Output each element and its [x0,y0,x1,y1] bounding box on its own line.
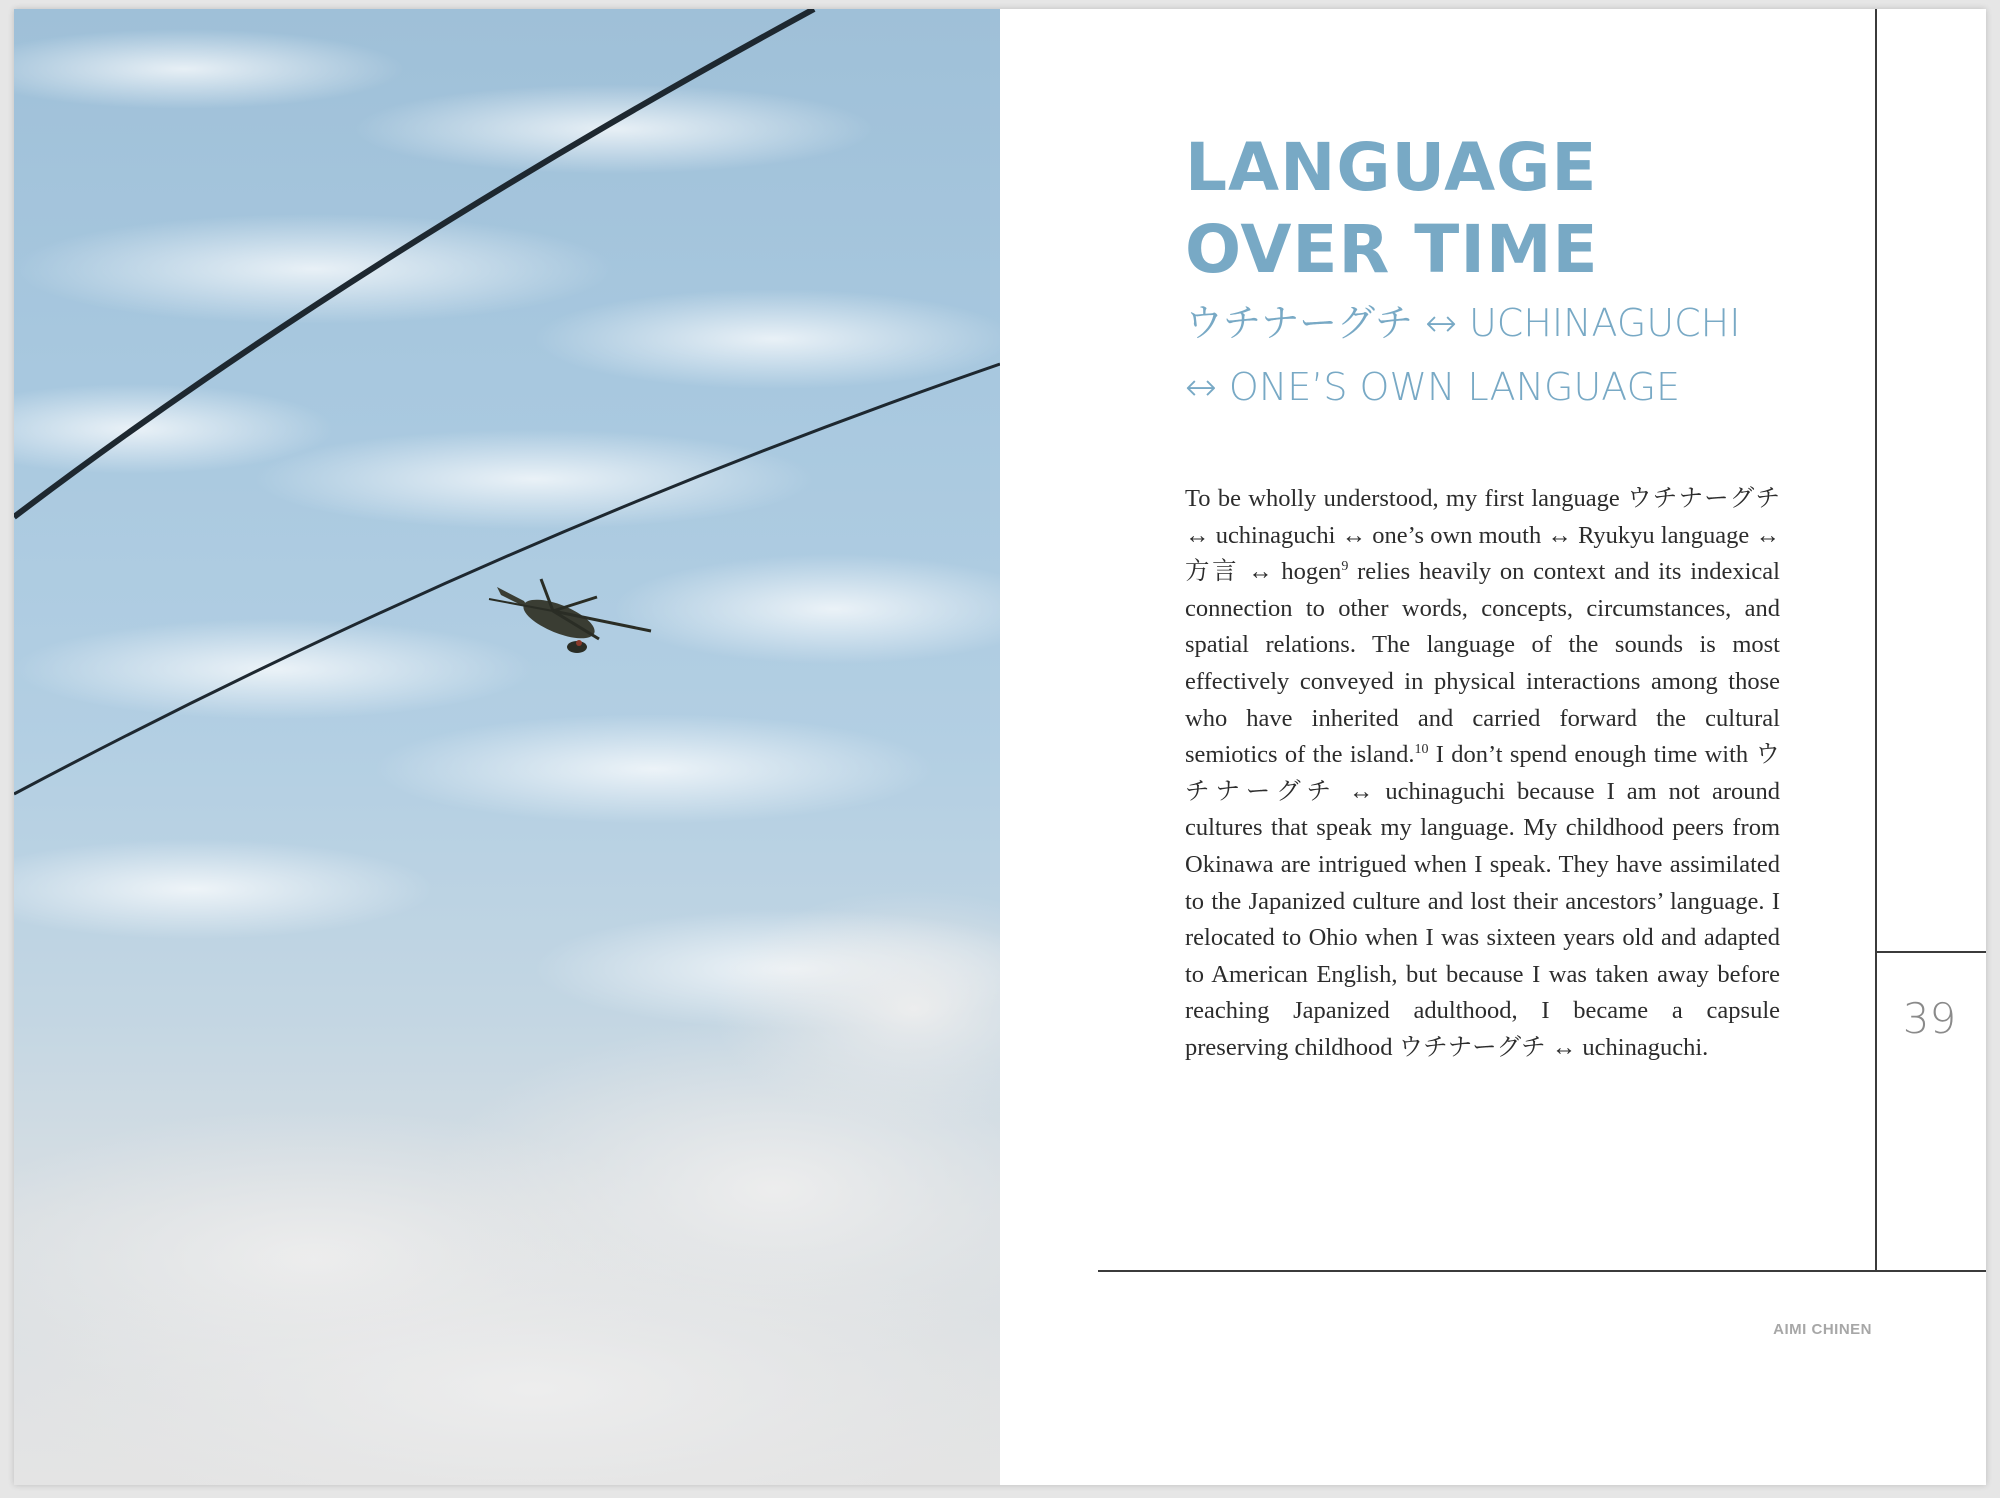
page-number: 39 [1902,994,1957,1043]
body-paragraph [1185,481,1780,1067]
page-subtitle [1185,291,1805,419]
footnote-ref-9[interactable]: 9 [1341,559,1349,575]
subtitle-line-1: ウチナーグチ ↔ UCHINAGUCHI [1185,301,1741,345]
sky-helicopter-photo [14,9,1000,1485]
body-segment-3: I don’t spend enough time with ウチナーグチ ↔ uchinaguchi because I am not around cultures that speak my language. My childhood peers from Okinawa are intrigued when I speak. They have assimilated to the Japanized culture and lost their ancestors’ language. I relocated to Ohio when I was sixteen years old and adapted to American English, but because I was taken away before reaching Japanized adulthood, I became a capsule preserving childhood ウチナーグチ ↔ uchinaguchi. [1185,741,1780,1061]
body-segment-2: relies heavily on context and its indexical connection to other words, concepts, circumstances, and spatial relations. The language of the sounds is most effectively conveyed in physical interactions among those who have inherited and carried forward the cultural semiotics of the island. [1185,558,1780,769]
title-line-2: OVER TIME [1185,211,1599,288]
subtitle-line-2: ↔ ONE’S OWN LANGUAGE [1185,365,1681,409]
vertical-rule [1875,9,1877,1272]
photo-illustration [14,9,1000,1485]
page-title [1185,127,1599,291]
author-name: AIMI CHINEN [1773,1321,1872,1338]
footnote-ref-10[interactable]: 10 [1414,742,1429,757]
page-number-rule [1877,951,1986,953]
body-segment-1: To be wholly understood, my first language ウチナーグチ ↔ uchinaguchi ↔ one’s own mouth ↔ Ryukyu language ↔ 方言 ↔ hogen [1185,485,1780,586]
book-spread [14,9,1986,1485]
text-page [1000,9,1986,1485]
title-line-1: LANGUAGE [1185,129,1598,206]
footer-rule [1098,1270,1986,1272]
